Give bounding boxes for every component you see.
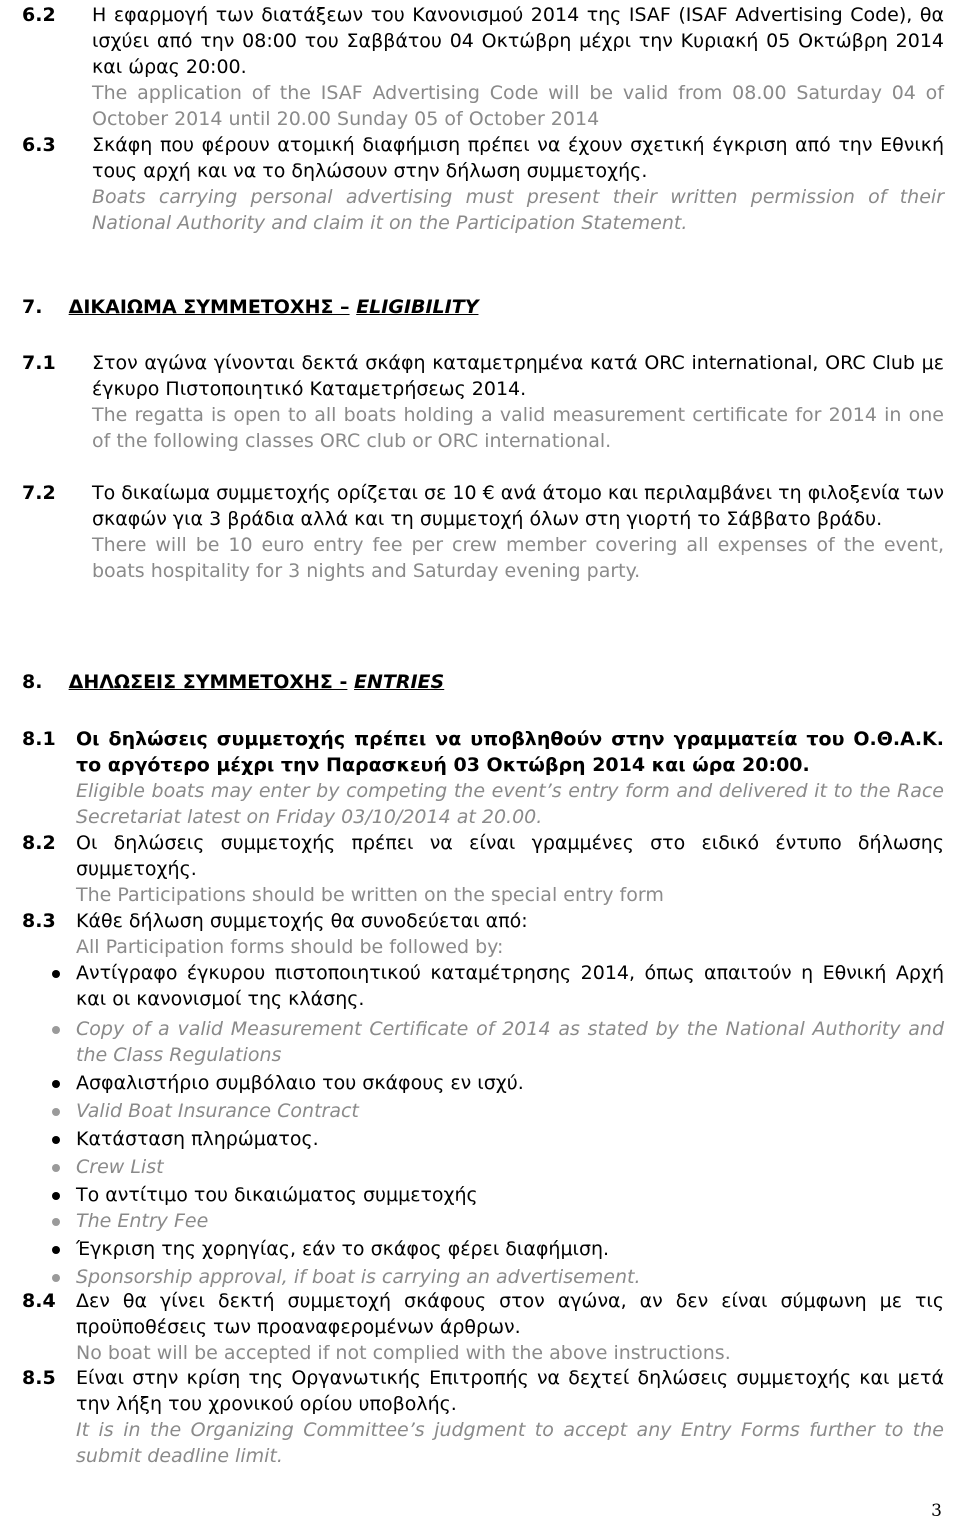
list-item-text: Αντίγραφο έγκυρου πιστοποιητικού καταμέτρησης 2014, όπως απαιτούν η Εθνική Αρχή και οι κανονισμοί της κλάσης.: [76, 962, 944, 1010]
list-item: [52, 1208, 944, 1236]
heading-title-english: ENTRIES: [354, 671, 445, 693]
list-item: [52, 1070, 944, 1098]
section-7-1: [22, 350, 944, 454]
section-6-2: [22, 2, 944, 132]
list-item: [52, 1098, 944, 1126]
list-item-text: Το αντίτιμο του δικαιώματος συμμετοχής: [76, 1184, 478, 1206]
section-number: 8.5: [22, 1367, 56, 1389]
list-item-text: Κατάσταση πληρώματος.: [76, 1128, 319, 1150]
section-text-greek: Οι δηλώσεις συμμετοχής πρέπει να υποβληθούν στην γραμματεία του Ο.Θ.Α.Κ. το αργότερο μέχρι την Παρασκευή 03 Οκτώβρη 2014 και ώρα 20:00.: [76, 728, 944, 776]
section-number: 6.3: [22, 134, 56, 156]
list-item: [52, 1182, 944, 1208]
section-number: 7.1: [22, 352, 56, 374]
section-8-3: [22, 908, 944, 960]
list-item: [52, 1154, 944, 1182]
bullet-icon: [52, 1026, 60, 1034]
section-number: 8.4: [22, 1290, 56, 1312]
bullet-icon: [52, 1246, 60, 1254]
section-text-greek: Είναι στην κρίση της Οργανωτικής Επιτροπής να δεχτεί δηλώσεις συμμετοχής και μετά την λήξη του χρονικού ορίου υποβολής.: [76, 1367, 944, 1415]
bullet-icon: [52, 1274, 60, 1282]
bullet-icon: [52, 1080, 60, 1088]
required-documents-list: [52, 960, 944, 1290]
section-text-english: It is in the Organizing Committee’s judgment to accept any Entry Forms further to the submit deadline limit.: [76, 1419, 944, 1467]
section-7-2: [22, 480, 944, 584]
section-text-english: The Participations should be written on the special entry form: [76, 884, 664, 906]
section-number: 8.1: [22, 728, 56, 750]
section-text-greek: Δεν θα γίνει δεκτή συμμετοχή σκάφους στον αγώνα, αν δεν είναι σύμφωνη με τις προϋποθέσεις των προαναφερομένων άρθρων.: [76, 1290, 944, 1338]
bullet-icon: [52, 970, 60, 978]
section-text-greek: Η εφαρμογή των διατάξεων του Κανονισμού 2014 της ISAF (ISAF Advertising Code), θα ισχύει από την 08:00 του Σαββάτου 04 Οκτώβρη μέχρι την Κυριακή 05 Οκτώβρη 2014 και ώρας 20:00.: [92, 4, 944, 78]
section-6-3: [22, 132, 944, 236]
bullet-icon: [52, 1136, 60, 1144]
section-8-2: [22, 830, 944, 908]
section-8-1: [22, 726, 944, 830]
section-number: 8.2: [22, 832, 56, 854]
bullet-icon: [52, 1192, 60, 1200]
list-item-text: Ασφαλιστήριο συμβόλαιο του σκάφους εν ισχύ.: [76, 1072, 524, 1094]
section-text-english: All Participation forms should be followed by:: [76, 936, 504, 958]
list-item: [52, 960, 944, 1014]
list-item-text: Sponsorship approval, if boat is carrying an advertisement.: [76, 1266, 641, 1288]
bullet-icon: [52, 1108, 60, 1116]
section-text-greek: Σκάφη που φέρουν ατομική διαφήμιση πρέπει να έχουν σχετική έγκριση από την Εθνική τους αρχή και να το δηλώσουν στην δήλωση συμμετοχής.: [92, 134, 944, 182]
section-8-5: [22, 1365, 944, 1469]
section-text-english: Boats carrying personal advertising must present their written permission of their National Authority and claim it on the Participation Statement.: [92, 186, 944, 234]
section-number: 8.3: [22, 910, 56, 932]
section-text-greek: Το δικαίωμα συμμετοχής ορίζεται σε 10 € ανά άτομο και περιλαμβάνει τη φιλοξενία των σκαφών για 3 βράδια αλλά και τη συμμετοχή όλων στη γιορτή το Σάββατο βράδυ.: [92, 482, 944, 530]
section-text-english: No boat will be accepted if not complied with the above instructions.: [76, 1342, 731, 1364]
heading-title-english: ELIGIBILITY: [356, 296, 479, 318]
section-8-4: [22, 1288, 944, 1366]
section-text-english: Eligible boats may enter by competing the event’s entry form and delivered it to the Race Secretariat latest on Friday 03/10/2014 at 20.00.: [76, 780, 944, 828]
section-text-greek: Κάθε δήλωση συμμετοχής θα συνοδεύεται από:: [76, 910, 528, 932]
page-number: 3: [931, 1501, 942, 1521]
section-text-english: The application of the ISAF Advertising Code will be valid from 08.00 Saturday 04 of October 2014 until 20.00 Sunday 05 of October 2014: [92, 82, 944, 130]
list-item: [52, 1016, 944, 1070]
section-number: 6.2: [22, 4, 56, 26]
list-item-text: Crew List: [76, 1156, 164, 1178]
heading-title-greek: ΔΙΚΑΙΩΜΑ ΣΥΜΜΕΤΟΧΗΣ –: [68, 296, 350, 318]
heading-number: 8.: [22, 671, 43, 693]
list-item-text: Copy of a valid Measurement Certificate of 2014 as stated by the National Authority and the Class Regulations: [76, 1018, 944, 1066]
list-item: [52, 1236, 944, 1264]
list-item-text: The Entry Fee: [76, 1210, 209, 1232]
section-text-greek: Στον αγώνα γίνονται δεκτά σκάφη καταμετρημένα κατά ORC international, ORC Club με έγκυρο Πιστοποιητικό Καταμετρήσεως 2014.: [92, 352, 944, 400]
list-item-text: Έγκριση της χορηγίας, εάν το σκάφος φέρει διαφήμιση.: [76, 1238, 610, 1260]
heading-entries: [22, 669, 444, 695]
section-number: 7.2: [22, 482, 56, 504]
list-item: [52, 1264, 944, 1290]
bullet-icon: [52, 1218, 60, 1226]
list-item-text: Valid Boat Insurance Contract: [76, 1100, 359, 1122]
heading-number: 7.: [22, 296, 43, 318]
bullet-icon: [52, 1164, 60, 1172]
heading-title-greek: ΔΗΛΩΣΕΙΣ ΣΥΜΜΕΤΟΧΗΣ -: [68, 671, 348, 693]
list-item: [52, 1126, 944, 1154]
section-text-english: The regatta is open to all boats holding a valid measurement certificate for 2014 in one of the following classes ORC club or ORC international.: [92, 404, 944, 452]
heading-eligibility: [22, 294, 478, 320]
section-text-english: There will be 10 euro entry fee per crew member covering all expenses of the event, boats hospitality for 3 nights and Saturday evening party.: [92, 534, 944, 582]
section-text-greek: Οι δηλώσεις συμμετοχής πρέπει να είναι γραμμένες στο ειδικό έντυπο δήλωσης συμμετοχής.: [76, 832, 944, 880]
